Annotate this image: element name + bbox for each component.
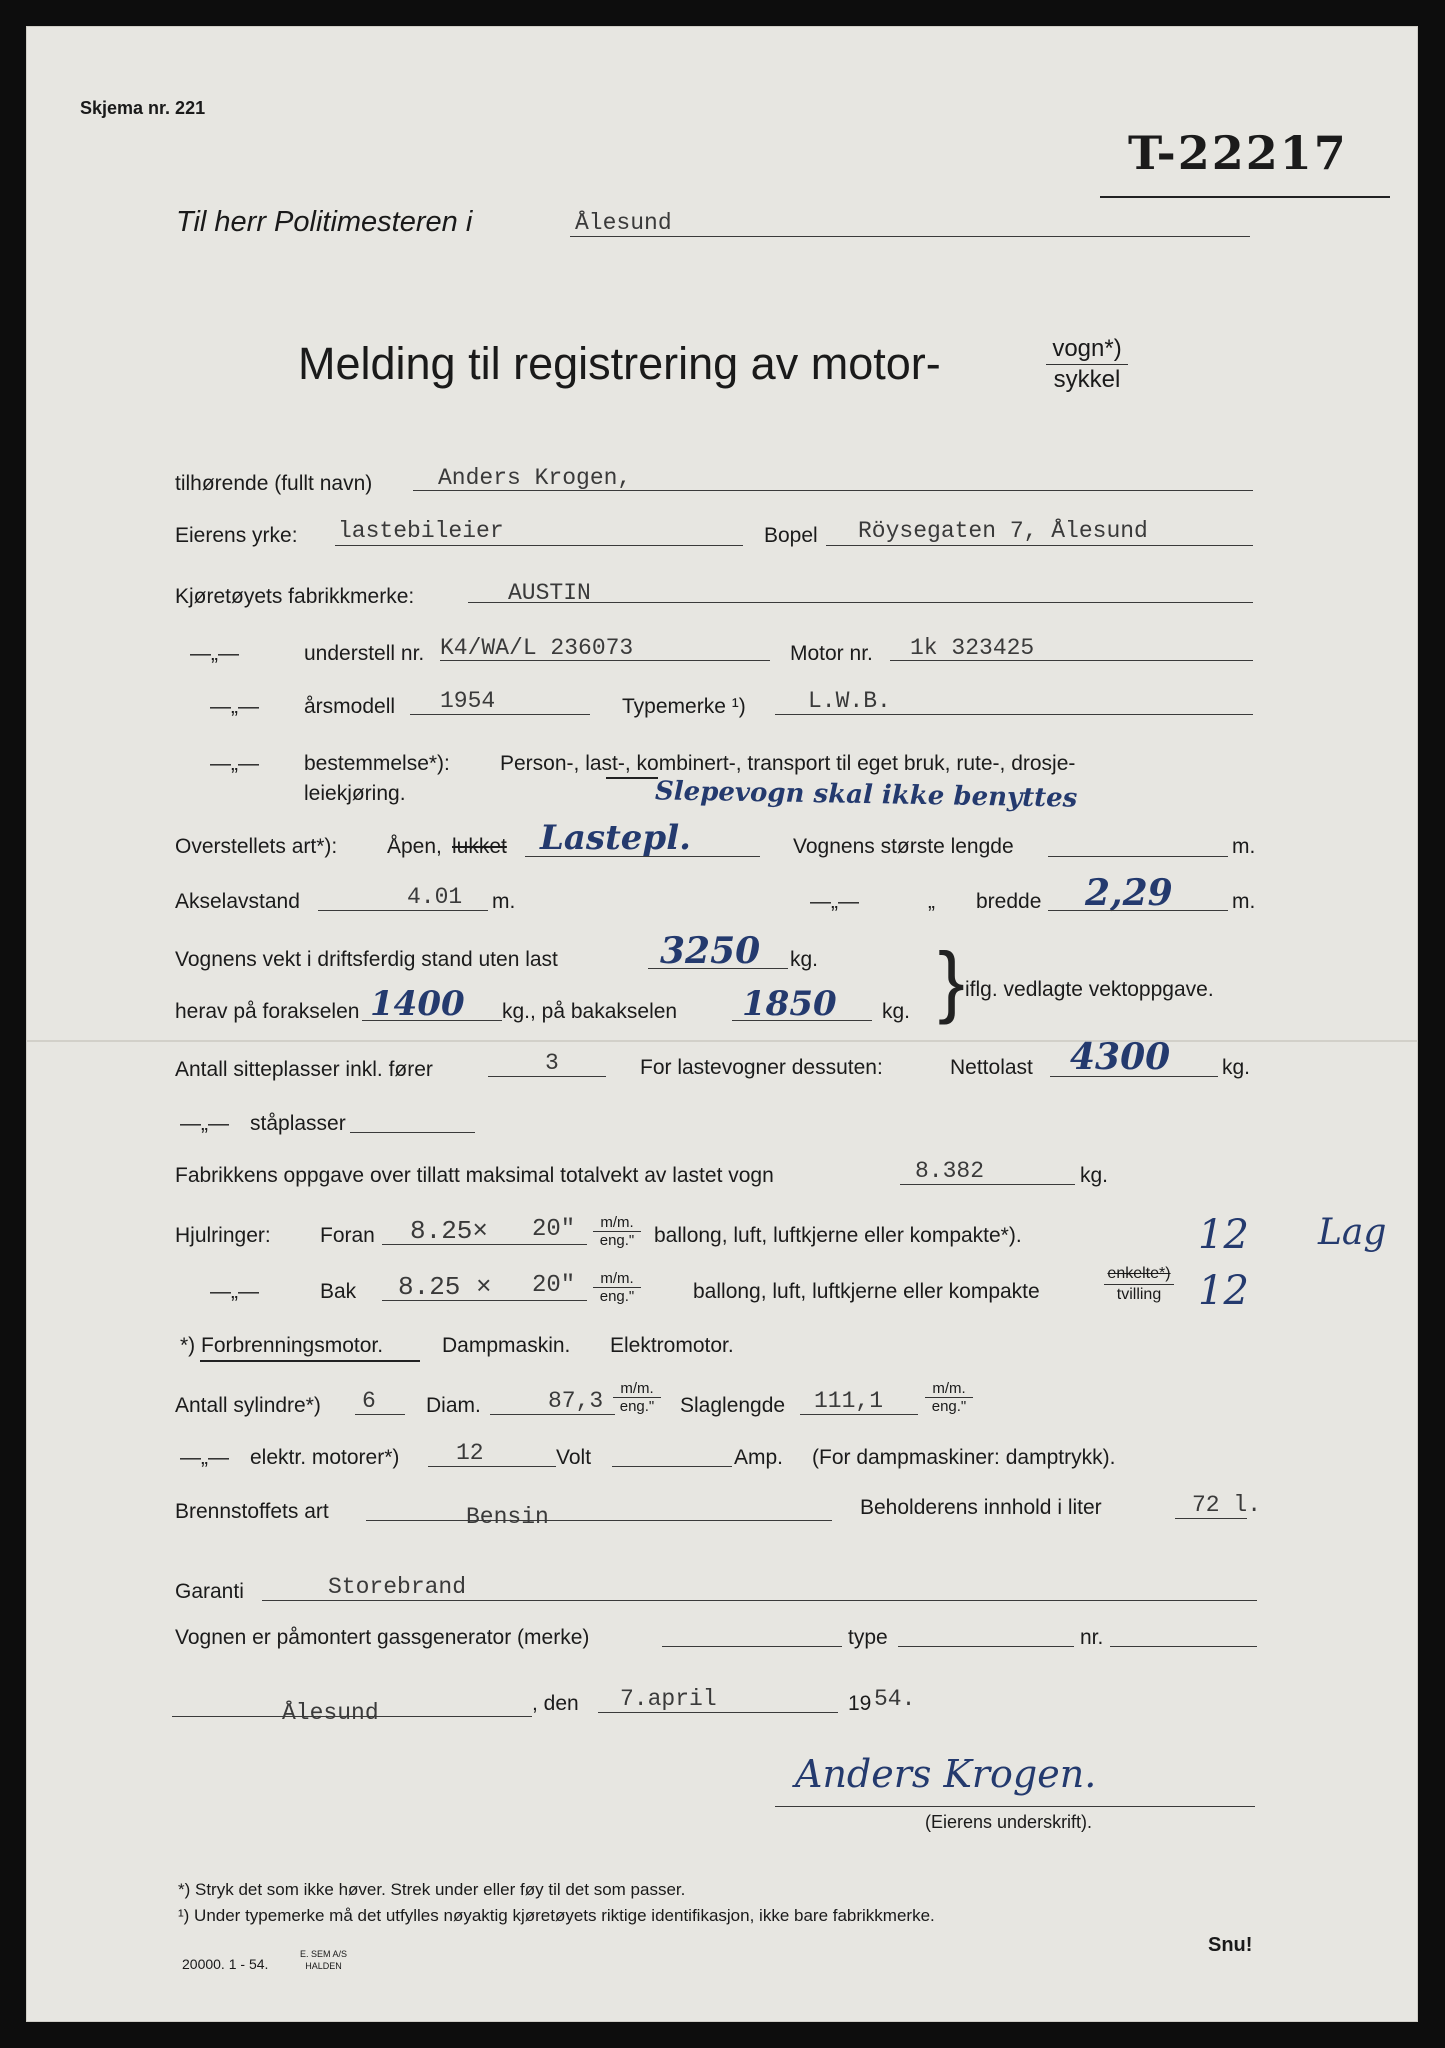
front-tyre-rim: 20" (532, 1216, 576, 1243)
electric-option: Elektromotor. (610, 1334, 734, 1357)
seats-line (488, 1076, 606, 1077)
steam-pressure-note: (For dampmaskiner: damptrykk). (812, 1446, 1116, 1469)
rear-axle-value: 1850 (742, 984, 837, 1024)
body-line (525, 856, 760, 857)
wheelbase-line (318, 910, 488, 911)
option-single: enkelte*) (1104, 1264, 1174, 1285)
type-line (775, 714, 1253, 715)
amp-line (612, 1466, 732, 1467)
margin-note-rear: 12 (1198, 1268, 1249, 1314)
gas-type-label: type (848, 1626, 888, 1649)
volts-value: 12 (456, 1440, 484, 1466)
combustion-underline (200, 1360, 420, 1362)
signature-caption: (Eierens underskrift). (925, 1812, 1093, 1832)
rear-axle-unit: kg. (882, 1000, 911, 1023)
gas-generator-label: Vognen er påmontert gassgenerator (merke) (175, 1626, 590, 1649)
form-number: Skjema nr. 221 (80, 98, 206, 118)
margin-note-front: 12 (1198, 1212, 1249, 1258)
ditto-mark: —„— (180, 1446, 229, 1469)
width-unit: m. (1232, 890, 1256, 913)
year-label: årsmodell (304, 695, 396, 718)
place-line (172, 1716, 532, 1717)
rear-tyre-size: 8.25 × (398, 1272, 492, 1302)
max-weight-unit: kg. (1080, 1164, 1109, 1187)
tank-label: Beholderens innhold i liter (860, 1496, 1102, 1519)
wheelbase-value: 4.01 (407, 884, 463, 910)
max-weight-line (900, 1184, 1075, 1185)
unladen-line (648, 968, 788, 969)
signature-date: 7.april (620, 1686, 717, 1712)
unit-mm: m/m. (593, 1214, 641, 1232)
volt-label: Volt (556, 1446, 592, 1469)
footnote-2: ¹) Under typemerke må det utfylles nøyaktig kjøretøyets riktige identifikasjon, ikke bare fabrikkmerke. (178, 1906, 935, 1925)
address-label: Bopel (764, 524, 818, 547)
standing-label: ståplasser (250, 1112, 346, 1135)
addressee-place: Ålesund (575, 210, 672, 236)
owner-name: Anders Krogen, (438, 465, 632, 491)
printer-name: E. SEM A/S (300, 1949, 348, 1959)
bore-unit (613, 1380, 661, 1415)
bore-label: Diam. (426, 1394, 481, 1417)
tyres-label: Hjulringer: (175, 1224, 271, 1247)
wheelbase-label: Akselavstand (175, 890, 300, 913)
unit-mm: m/m. (613, 1380, 661, 1398)
year-line (410, 714, 590, 715)
unit-eng: eng." (599, 1232, 635, 1249)
rear-tyre-types: ballong, luft, luftkjerne eller kompakte (693, 1280, 1040, 1303)
front-unit (593, 1214, 641, 1249)
electric-motor-label: elektr. motorer*) (250, 1446, 400, 1469)
length-unit: m. (1232, 835, 1256, 858)
front-axle-value: 1400 (370, 984, 465, 1024)
unladen-label: Vognens vekt i driftsferdig stand uten last (175, 948, 558, 971)
rear-unit (593, 1270, 641, 1305)
cylinders-line (355, 1414, 405, 1415)
bore-line (490, 1414, 615, 1415)
netload-line (1050, 1076, 1218, 1077)
chassis-line (440, 660, 770, 661)
make-line (468, 602, 1253, 603)
insurance-line (262, 1600, 1257, 1601)
ditto-mark: —„— (810, 890, 859, 913)
seats-label: Antall sitteplasser inkl. fører (175, 1058, 433, 1081)
unladen-unit: kg. (790, 948, 819, 971)
gas-make-line (662, 1646, 842, 1647)
body-value: Lastepl. (540, 818, 691, 858)
bore-value: 87,3 (548, 1388, 604, 1414)
purpose-label: bestemmelse*): (304, 752, 450, 775)
fold-line (26, 1040, 1418, 1042)
purpose-options-2: leiekjøring. (304, 782, 406, 805)
max-weight-value: 8.382 (915, 1158, 985, 1184)
gas-nr-line (1110, 1646, 1257, 1647)
purpose-note: Slepevogn skal ikke benyttes (654, 776, 1078, 814)
type-label: Typemerke ¹) (622, 695, 746, 718)
width-line (1048, 910, 1228, 911)
rear-axle-line (732, 1020, 872, 1021)
form-title: Melding til registrering av motor- (298, 338, 941, 389)
unit-eng: eng." (599, 1288, 635, 1305)
title-option-car: vogn*) (1046, 334, 1128, 365)
max-weight-label: Fabrikkens oppgave over tillatt maksimal totalvekt av lastet vogn (175, 1164, 774, 1187)
addressee-line (570, 236, 1250, 237)
address-value: Röysegaten 7, Ålesund (858, 518, 1148, 544)
steam-option: Dampmaskin. (442, 1334, 571, 1357)
combustion-option (180, 1334, 383, 1358)
purpose-options: Person-, last-, kombinert-, transport til eget bruk, rute-, drosje- (500, 752, 1076, 775)
rear-axle-label: kg., på bakakselen (502, 1000, 678, 1023)
ref-underline (1100, 196, 1390, 198)
margin-note-lag: Lag (1318, 1212, 1387, 1253)
gas-type-line (898, 1646, 1074, 1647)
turn-over: Snu! (1208, 1934, 1253, 1956)
length-line (1048, 856, 1228, 857)
brace: } (938, 936, 965, 1025)
body-label: Overstellets art*): (175, 835, 338, 858)
standing-line (350, 1132, 475, 1133)
width-ditto: „ (928, 890, 935, 913)
front-axle-label: herav på forakselen (175, 1000, 360, 1023)
year-prefix: 19 (848, 1692, 872, 1715)
print-info: 20000. 1 - 54. (182, 1956, 269, 1972)
owner-name-label: tilhørende (fullt navn) (175, 472, 373, 495)
insurance-value: Storebrand (328, 1574, 467, 1600)
stroke-line (800, 1414, 918, 1415)
wheelbase-unit: m. (492, 890, 516, 913)
stroke-unit (925, 1380, 973, 1415)
ditto-mark: —„— (210, 1280, 259, 1303)
make-label: Kjøretøyets fabrikkmerke: (175, 585, 415, 608)
seats-value: 3 (545, 1050, 559, 1076)
single-twin-option (1104, 1264, 1174, 1305)
unladen-value: 3250 (660, 930, 761, 972)
front-axle-line (362, 1020, 502, 1021)
netload-unit: kg. (1222, 1056, 1251, 1079)
fuel-label: Brennstoffets art (175, 1500, 329, 1523)
signature-year: 54. (874, 1686, 916, 1712)
amp-label: Amp. (734, 1446, 784, 1469)
cylinders-label: Antall sylindre*) (175, 1394, 321, 1417)
date-line (598, 1712, 838, 1713)
length-label: Vognens største lengde (793, 835, 1014, 858)
tank-value: 72 l. (1192, 1492, 1262, 1518)
title-option-cycle: sykkel (1053, 366, 1121, 393)
owner-signature: Anders Krogen. (795, 1752, 1097, 1796)
year-value: 1954 (440, 688, 496, 714)
motor-line (890, 660, 1253, 661)
unit-mm: m/m. (925, 1380, 973, 1398)
stroke-label: Slaglengde (680, 1394, 786, 1417)
body-open-option: Åpen, (387, 835, 442, 858)
rear-tyre-line (382, 1300, 587, 1301)
fuel-value: Bensin (466, 1504, 549, 1530)
unit-eng: eng." (619, 1398, 655, 1415)
motor-label: Motor nr. (790, 642, 873, 665)
ditto-mark: —„— (210, 695, 259, 718)
ditto-mark: —„— (210, 752, 259, 775)
fuel-line (366, 1520, 832, 1521)
width-label: bredde (976, 890, 1042, 913)
occupation-line (335, 545, 743, 546)
tank-line (1175, 1518, 1247, 1519)
truck-label: For lastevogner dessuten: (640, 1056, 883, 1079)
occupation-label: Eierens yrke: (175, 524, 298, 547)
front-tyre-label: Foran (320, 1224, 375, 1247)
signature-place: Ålesund (282, 1700, 379, 1726)
chassis-label: understell nr. (304, 642, 425, 665)
rear-tyre-rim: 20" (532, 1272, 576, 1299)
occupation-value: lastebileier (338, 518, 504, 544)
cylinders-value: 6 (362, 1388, 376, 1414)
width-value: 2,29 (1085, 872, 1173, 914)
stroke-value: 111,1 (814, 1388, 884, 1414)
printer-mark (300, 1948, 347, 1972)
insurance-label: Garanti (175, 1580, 244, 1603)
form-page (26, 26, 1418, 2022)
reference-number: T-22217 (1128, 126, 1348, 180)
option-twin: tvilling (1116, 1286, 1162, 1303)
chassis-value: K4/WA/L 236073 (440, 635, 634, 661)
weight-reference: iflg. vedlagte vektoppgave. (965, 978, 1214, 1001)
purpose-underline (606, 777, 658, 779)
make-value: AUSTIN (508, 580, 591, 606)
engine-combustion: *) Forbrenningsmotor. (180, 1334, 384, 1357)
address-line (826, 545, 1253, 546)
date-label: , den (532, 1692, 579, 1715)
volts-line (428, 1466, 556, 1467)
rear-tyre-label: Bak (320, 1280, 357, 1303)
body-closed-option: lukket (452, 835, 507, 858)
ditto-mark: —„— (190, 642, 239, 665)
signature-line (775, 1806, 1255, 1807)
footnote-1: *) Stryk det som ikke høver. Strek under eller føy til det som passer. (178, 1880, 686, 1899)
netload-value: 4300 (1070, 1036, 1171, 1078)
netload-label: Nettolast (950, 1056, 1033, 1079)
ditto-mark: —„— (180, 1112, 229, 1135)
type-value: L.W.B. (808, 688, 891, 714)
owner-name-line (413, 490, 1253, 491)
printer-town: HALDEN (305, 1961, 342, 1971)
unit-eng: eng." (931, 1398, 967, 1415)
unit-mm: m/m. (593, 1270, 641, 1288)
motor-value: 1k 323425 (910, 635, 1035, 661)
front-tyre-size: 8.25× (410, 1216, 489, 1246)
front-tyre-types: ballong, luft, luftkjerne eller kompakte*). (654, 1224, 1022, 1247)
title-vehicle-options (1046, 334, 1128, 395)
gas-nr-label: nr. (1080, 1626, 1104, 1649)
front-tyre-line (382, 1244, 587, 1245)
addressee-label: Til herr Politimesteren i (176, 206, 473, 238)
